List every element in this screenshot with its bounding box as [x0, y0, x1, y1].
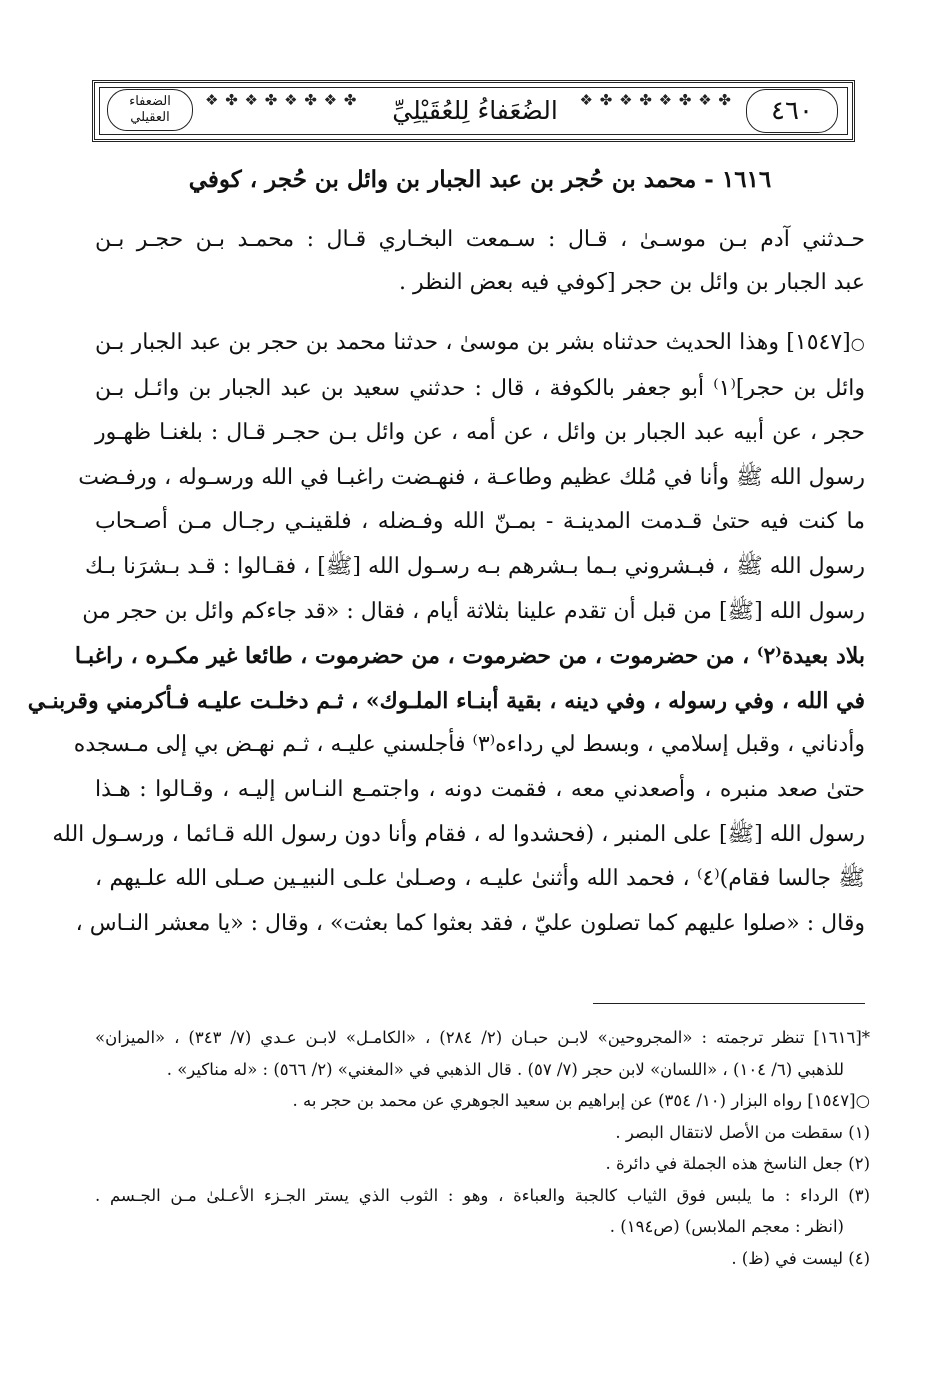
hadith-line: وائل بن حجر]⁽١⁾ أبو جعفر بالكوفة ، قال : حدثني سعيد بن عبد الجبار بن وائـل بـن	[95, 375, 865, 401]
book-seal: الضعفاء العقيلي	[107, 89, 193, 131]
page-header	[92, 80, 855, 142]
entry-heading: ١٦١٦ - محمد بن حُجر بن عبد الجبار بن وائل بن حُجر ، كوفي	[188, 166, 772, 193]
hadith-paragraph	[27, 321, 865, 946]
hadith-line: رسول الله ﷺ وأنا في مُلك عظيم وطاعـة ، فنهـضت راغبـا في الله ورسـوله ، ورفـضت	[78, 464, 865, 490]
footnote-divider	[593, 1003, 865, 1004]
hadith-line: رسول الله ﷺ ، فبـشروني بـما بـشرهم بـه رسـول الله [ﷺ] ، فقـالوا : قـد بـشرَنا بـك	[84, 553, 865, 579]
intro-paragraph	[95, 218, 865, 304]
hadith-line-1	[95, 321, 865, 367]
hadith-line: وقال : «صلوا عليهم كما تصلون عليّ ، فقد بعثوا كما بعثت» ، وقال : «يا معشر النـاس ،	[75, 910, 865, 936]
hadith-line: رسول الله [ﷺ] من قبل أن تقدم علينا بثلاثة أيام ، فقال : «قد جاءكم وائل بن حجر من	[82, 598, 865, 624]
footnote-line: *[١٦١٦] تنظر ترجمته : «المجروحين» لابـن حبـان (٢/ ٢٨٤) ، «الكامـل» لابـن عـدي (٧/ ٣٤٣) ، «الميزان»	[95, 1028, 870, 1047]
ornament-right-icon: ❖ ✤ ❖ ✤ ❖ ✤ ❖ ✤	[579, 91, 732, 109]
footnotes	[95, 1022, 870, 1274]
intro-line: حـدثني آدم بـن موسـىٰ ، قـال : سـمعت البخـاري قـال : محمـد بـن حجـر بـن	[95, 227, 865, 252]
hadith-line: رسول الله [ﷺ] على المنبر ، (فحشدوا له ، فقام وأنا دون رسول الله قـائما ، ورسـول الله	[52, 821, 865, 847]
footnote-line: (١) سقطت من الأصل لانتقال البصر .	[615, 1122, 870, 1142]
footnote-line: ○[١٥٤٧] رواه البزار (١٠/ ٣٥٤) عن إبراهيم بن سعيد الجوهري عن محمد بن حجر به .	[292, 1091, 870, 1110]
hadith-line: وأدناني ، وقبل إسلامي ، وبسط لي رداءه⁽٣⁾ فأجلسني عليـه ، ثـم نهـض بي إلى مـسجده	[73, 732, 865, 758]
hadith-line-text: [١٥٤٧] وهذا الحديث حدثناه بشر بن موسىٰ ، حدثنا محمد بن حجر بن عبد الجبار بـن	[95, 330, 851, 355]
ornament-left-icon: ❖ ✤ ❖ ✤ ❖ ✤ ❖ ✤	[205, 91, 358, 109]
hadith-line: ﷺ جالسا فقام)⁽٤⁾ ، فحمد الله وأثنىٰ عليـه ، وصـلىٰ علـى النبيـين صـلى الله علـيهم ،	[95, 866, 865, 892]
hadith-line: بلاد بعيدة⁽٢⁾ ، من حضرموت ، من حضرموت ، من حضرموت ، طائعا غير مكـره ، راغبـا	[74, 643, 865, 670]
hadith-line: حجر ، عن أبيه عبد الجبار بن وائل ، عن أمه ، عن وائل بـن حجـر قـال : بلغنـا ظهـور	[95, 420, 865, 446]
footnote-line: للذهبي (٦/ ١٠٤) ، «اللسان» لابن حجر (٧/ ٥٧) . قال الذهبي في «المغني» (٢/ ٥٦٦) : «له مناكير» .	[166, 1059, 844, 1079]
page-number: ٤٦٠	[746, 89, 838, 133]
hadith-line: في الله ، وفي رسوله ، وفي دينه ، بقية أبنـاء الملـوك» ، ثـم دخلـت عليـه فـأكرمني وقربنـي	[27, 687, 865, 714]
footnote-line: (٢) جعل الناسخ هذه الجملة في دائرة .	[605, 1154, 870, 1173]
intro-line: عبد الجبار بن وائل بن حجر [كوفي فيه بعض النظر .	[399, 270, 865, 295]
hadith-marker-icon: ○	[850, 334, 865, 353]
running-title: الضُعَفاءُ لِلعُقَيْلِيِّ	[392, 96, 558, 125]
footnote-line: (انظر : معجم الملابس) (ص١٩٤) .	[609, 1217, 844, 1236]
footnote-line: (٤) ليست في (ظ) .	[731, 1248, 870, 1268]
footnote-line: (٣) الرداء : ما يلبس فوق الثياب كالجبة والعباءة ، وهو : الثوب الذي يستر الجـزء الأعـلىٰ مـن الجـسم .	[95, 1185, 870, 1205]
hadith-line: ما كنت فيه حتىٰ قـدمت المدينـة - بمـنّ الله وفـضله ، فلقينـي رجـال مـن أصـحاب	[95, 509, 865, 535]
hadith-line: حتىٰ صعد منبره ، وأصعدني معه ، فقمت دونه ، واجتمـع النـاس إليـه ، وقـالوا : هـذا	[95, 776, 865, 802]
